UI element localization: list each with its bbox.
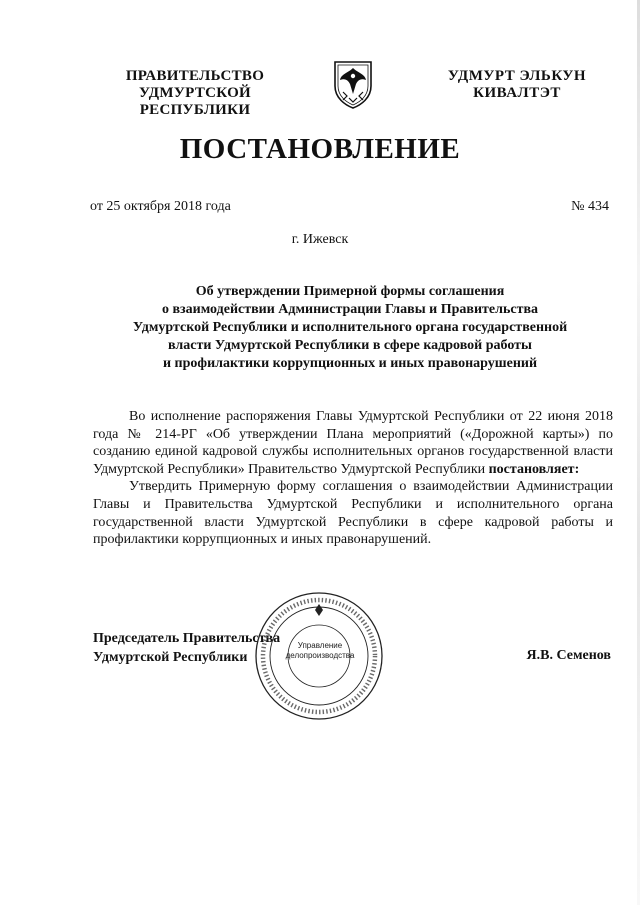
header-right-line2: КИВАЛТЭТ <box>473 85 561 101</box>
document-type-title: ПОСТАНОВЛЕНИЕ <box>179 133 461 165</box>
document-city: г. Ижевск <box>291 232 349 247</box>
subject-line: власти Удмуртской Республики в сфере кадровой работы <box>168 338 532 353</box>
header-left-line2: УДМУРТСКОЙ РЕСПУБЛИКИ <box>139 85 251 118</box>
document-subject <box>70 283 630 373</box>
signatory-position-line2: Удмуртской Республики <box>93 650 248 665</box>
stamp-inner-text <box>270 641 370 661</box>
header-right <box>412 68 622 102</box>
decree-verb-colon: : <box>574 461 580 477</box>
subject-line: и профилактики коррупционных и иных правонарушений <box>162 356 538 371</box>
subject-line: Об утверждении Примерной формы соглашения <box>195 284 505 299</box>
document-number: № 434 <box>571 199 609 214</box>
signatory-name: Я.В. Семенов <box>526 648 611 663</box>
body-paragraph-2: Утвердить Примерную форму соглашения о взаимодействии Администрации Главы и Правительства Удмуртской Республики и исполнительного органа государственной власти Удмуртской Республики в сфере кадровой работы и профилактики коррупционных и иных правонарушений. <box>93 479 613 548</box>
stamp-inner-line1: Управление <box>297 641 343 650</box>
document-body <box>93 408 613 549</box>
udmurt-coat-of-arms-icon <box>331 58 375 110</box>
stamp-inner-line2: делопроизводства <box>285 651 355 660</box>
header-left-line1: ПРАВИТЕЛЬСТВО <box>125 68 265 84</box>
subject-line: о взаимодействии Администрации Главы и Правительства <box>161 302 539 317</box>
subject-line: Удмуртской Республики и исполнительного органа государственной <box>132 320 568 335</box>
document-date: от 25 октября 2018 года <box>90 199 231 214</box>
header-right-line1: УДМУРТ ЭЛЬКУН <box>447 68 587 84</box>
signatory-position-line1: Председатель Правительства <box>93 631 281 646</box>
header-left <box>90 68 300 119</box>
body-paragraph-1-text: Во исполнение распоряжения Главы Удмуртской Республики от 22 июня 2018 года № 214-РГ «Об утверждении Плана мероприятий («Дорожной карты») по созданию единой кадровой службы исполнительных органов государственной власти Удмуртской Республики» Правительство Удмуртской Республики <box>93 409 613 477</box>
decree-verb: постановляет <box>488 461 575 477</box>
body-paragraph-1 <box>93 408 613 478</box>
